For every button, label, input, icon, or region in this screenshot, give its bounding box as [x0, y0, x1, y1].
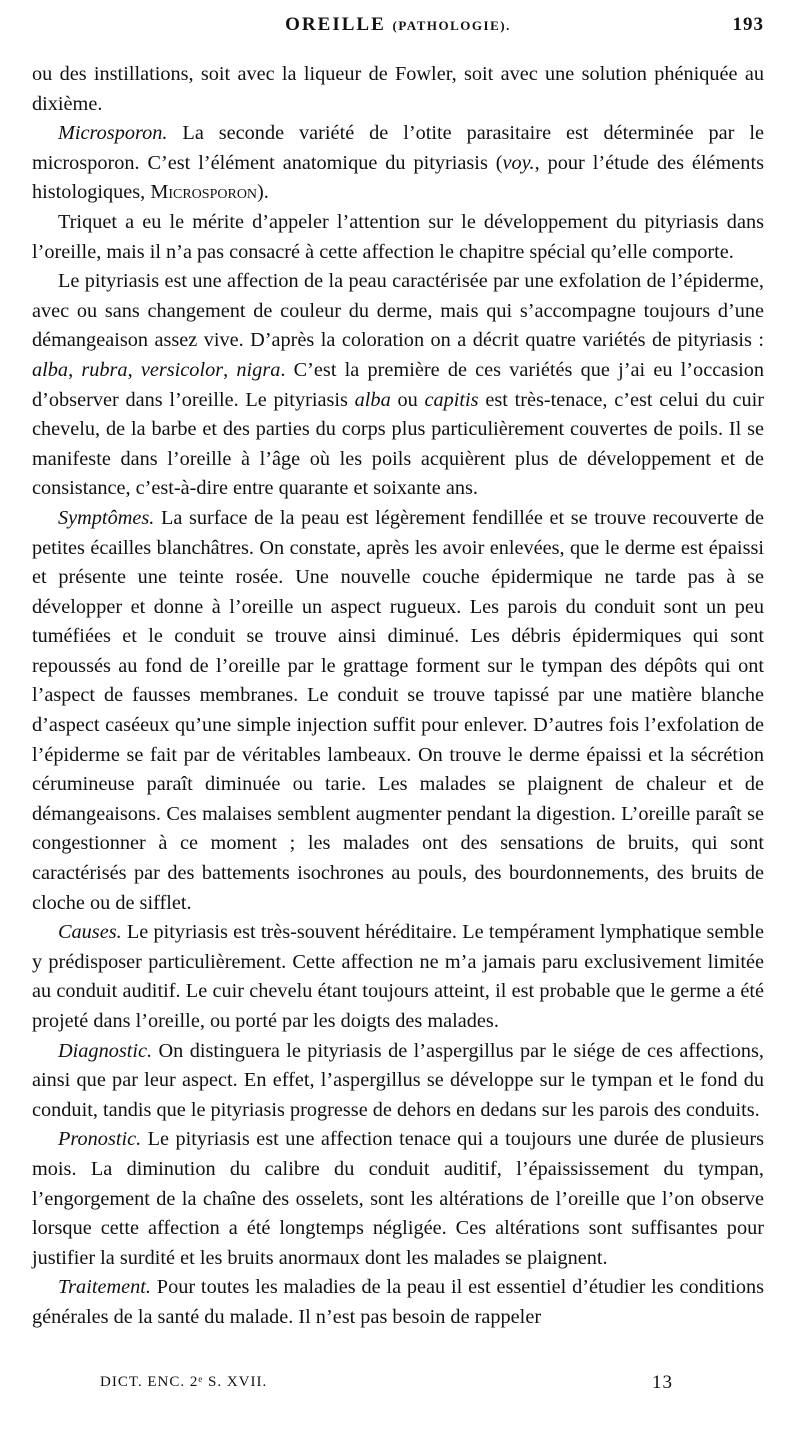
italic-text: voy.	[502, 151, 535, 174]
printer-signature: DICT. ENC. 2ᵉ S. XVII.	[100, 1374, 268, 1390]
text-segment: , pour l’étude des éléments histologiques,	[32, 151, 764, 204]
italic-text: Microsporon.	[58, 122, 168, 145]
paragraph	[32, 1273, 764, 1332]
italic-text: alba	[32, 358, 69, 381]
running-title-subtitle: (PATHOLOGIE).	[392, 18, 511, 33]
body-text	[32, 60, 764, 1333]
text-segment: ).	[257, 181, 269, 204]
text-segment: Pour toutes les maladies de la peau il est essentiel d’étudier les conditions générales de la santé du malade. Il n’est pas besoin de rappeler	[32, 1276, 764, 1328]
running-title-main: OREILLE	[285, 14, 386, 35]
italic-text: rubra	[81, 358, 128, 381]
italic-text: Symptômes.	[58, 506, 155, 529]
text-segment: Triquet a eu le mérite d’appeler l’attention sur le développement du pityriasis dans l’oreille, mais il n’a pas consacré à cette affection le chapitre spécial qu’elle comporte.	[32, 210, 764, 263]
paragraph	[32, 918, 764, 1036]
italic-text: Diagnostic.	[58, 1039, 153, 1062]
paragraph	[32, 1125, 764, 1273]
italic-text: nigra	[236, 358, 281, 381]
text-segment: Le pityriasis est très-souvent héréditaire. Le tempérament lymphatique semble y prédisposer particulièrement. Cette affection ne m’a jamais paru exclusivement limitée au conduit auditif. Le cuir chevelu étant toujours atteint, il est probable que le germe a été projeté dans l’oreille, ou porté par les doigts des malades.	[32, 921, 764, 1032]
italic-text: Traitement.	[58, 1276, 151, 1299]
italic-text: capitis	[424, 388, 479, 411]
signature-number: 13	[652, 1372, 673, 1393]
text-segment: ,	[68, 358, 82, 381]
small-caps-text: Microsporon	[150, 181, 258, 204]
paragraph	[32, 504, 764, 918]
paragraph	[32, 267, 764, 504]
page-header	[32, 8, 764, 44]
text-segment: La seconde variété de l’otite parasitaire est déterminée par le microsporon. C’est l’élément anatomique du pityriasis (	[32, 122, 764, 174]
italic-text: Causes.	[58, 921, 122, 944]
text-segment: Le pityriasis est une affection tenace qui a toujours une durée de plusieurs mois. La diminution du calibre du conduit auditif, l’épaississement du tympan, l’engorgement de la chaîne des osselets, sont les altérations de l’oreille que l’on observe lorsque cette affection a été longtemps négligée. Ces altérations sont suffisantes pour justifier la surdité et les bruits anormaux dont les malades se plaignent.	[32, 1128, 764, 1269]
page-number: 193	[732, 14, 764, 35]
italic-text: alba	[354, 388, 391, 411]
text-segment: ,	[223, 358, 237, 381]
paragraph	[32, 208, 764, 267]
text-segment: ,	[127, 358, 141, 381]
page-footer	[32, 1372, 764, 1400]
text-segment: On distinguera le pityriasis de l’aspergillus par le siége de ces affections, ainsi que par leur aspect. En effet, l’aspergillus se développe sur le tympan et le fond du conduit, tandis que le pityriasis progresse de dehors en dedans sur les parois des conduits.	[32, 1039, 764, 1121]
italic-text: Pronostic.	[58, 1128, 142, 1151]
paragraph	[32, 60, 764, 119]
text-segment: Le pityriasis est une affection de la peau caractérisée par une exfolation de l’épiderme, avec ou sans changement de couleur du derme, mais qui s’accompagne toujours d’une démangeaison assez vive. D’après la coloration on a décrit quatre variétés de pityriasis :	[32, 270, 764, 352]
text-segment: ou des instillations, soit avec la liqueur de Fowler, soit avec une solution phéniquée au dixième.	[32, 63, 764, 115]
italic-text: versicolor	[140, 358, 224, 381]
text-segment: . C’est la première de ces variétés que j’ai eu l’occasion d’observer dans l’oreille. Le pityriasis	[32, 358, 765, 411]
paragraph	[32, 119, 764, 208]
text-segment: est très-tenace, c’est celui du cuir chevelu, de la barbe et des parties du corps plus particulièrement couvertes de poils. Il se manifeste dans l’oreille à l’âge où les poils acquièrent plus de développement et de consistance, c’est-à-dire entre quarante et soixante ans.	[32, 388, 765, 500]
text-segment: La surface de la peau est légèrement fendillée et se trouve recouverte de petites écailles blanchâtres. On constate, après les avoir enlevées, que le derme est épaissi et présente une teinte rosée. Une nouvelle couche épidermique ne tarde pas à se développer et donne à l’oreille un aspect rugueux. Les parois du conduit sont un peu tuméfiées et le conduit se trouve ainsi diminué. Les débris épidermiques qui sont repoussés au fond de l’oreille par le grattage forment sur le tympan des dépôts qui ont l’aspect de fausses membranes. Le conduit se trouve tapissé par une matière blanche d’aspect caséeux qu’une simple injection suffit pour enlever. D’autres fois l’exfolation de l’épiderme se fait par de véritables lambeaux. On trouve le derme épaissi et la sécrétion cérumineuse paraît diminuée ou tarie. Les malades se plaignent de chaleur et de démangeaisons. Ces malaises semblent augmenter pendant la digestion. L’oreille paraît se congestionner à ce moment ; les malades ont des sensations de bruits, qui sont caractérisés par des battements isochrones au pouls, des bourdonnements, des bruits de cloche ou de sifflet.	[32, 506, 764, 914]
text-segment: ou	[390, 388, 425, 411]
running-title	[32, 14, 764, 36]
paragraph	[32, 1037, 764, 1126]
